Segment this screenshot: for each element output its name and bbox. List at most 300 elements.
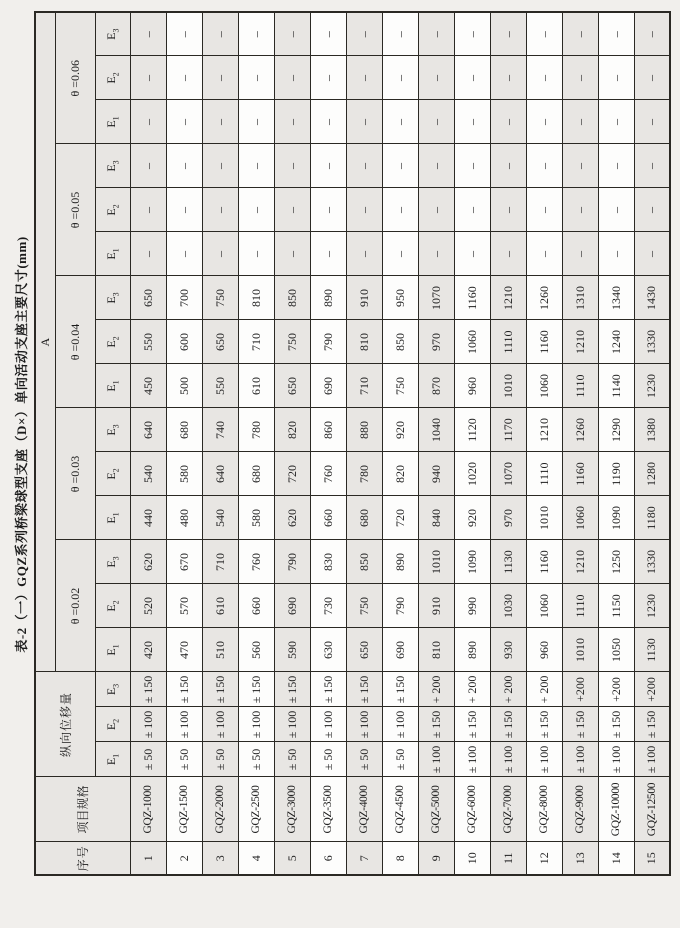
e-label [95, 100, 130, 144]
spec-cell: GQZ-8000 [526, 777, 562, 842]
value-cell: 1160 [454, 276, 490, 320]
value-cell: 640 [202, 452, 238, 496]
value-cell: 1160 [526, 320, 562, 364]
value-cell: – [346, 188, 382, 232]
value-cell: ± 150 [238, 672, 274, 707]
value-cell: – [202, 100, 238, 144]
value-cell: 690 [382, 628, 418, 672]
value-cell: 1070 [490, 452, 526, 496]
value-cell: ± 50 [166, 742, 202, 777]
value-cell: 650 [346, 628, 382, 672]
value-cell: – [634, 144, 670, 188]
e-label [95, 742, 130, 777]
serial-cell: 9 [418, 842, 454, 875]
value-cell: 790 [274, 540, 310, 584]
value-cell: – [634, 232, 670, 276]
value-cell: 680 [238, 452, 274, 496]
spec-cell: GQZ-4000 [346, 777, 382, 842]
value-cell: – [598, 100, 634, 144]
table-row [166, 12, 202, 875]
value-cell: 590 [274, 628, 310, 672]
value-cell: – [202, 56, 238, 100]
value-cell: ± 150 [634, 707, 670, 742]
value-cell: – [166, 56, 202, 100]
value-cell: – [238, 12, 274, 56]
value-cell: – [166, 188, 202, 232]
value-cell: – [130, 12, 166, 56]
value-cell: ± 150 [166, 672, 202, 707]
value-cell: 670 [166, 540, 202, 584]
value-cell: 1210 [562, 320, 598, 364]
value-cell: 1230 [634, 584, 670, 628]
value-cell: 1330 [634, 540, 670, 584]
value-cell: 880 [346, 408, 382, 452]
value-cell: – [310, 144, 346, 188]
value-cell: – [310, 56, 346, 100]
value-cell: – [490, 232, 526, 276]
value-cell: 620 [274, 496, 310, 540]
value-cell: 960 [526, 628, 562, 672]
value-cell: ± 100 [382, 707, 418, 742]
value-cell: 450 [130, 364, 166, 408]
value-cell: 710 [346, 364, 382, 408]
e-label [95, 276, 130, 320]
value-cell: 1060 [526, 364, 562, 408]
serial-cell: 12 [526, 842, 562, 875]
value-cell: – [274, 100, 310, 144]
document-title: 表-2（一）GQZ系列桥梁球型支座（D×）单向活动支座主要尺寸(mm) [14, 236, 29, 653]
value-cell: + 200 [490, 672, 526, 707]
value-cell: 740 [202, 408, 238, 452]
value-cell: 680 [346, 496, 382, 540]
value-cell: 1010 [490, 364, 526, 408]
table-row [634, 12, 670, 875]
e-label-sub: 3 [111, 424, 121, 429]
e-label-sub: 1 [111, 380, 121, 385]
value-cell: 790 [382, 584, 418, 628]
value-cell: 480 [166, 496, 202, 540]
value-cell: 760 [310, 452, 346, 496]
value-cell: – [238, 188, 274, 232]
value-cell: ± 100 [526, 742, 562, 777]
value-cell: – [526, 144, 562, 188]
value-cell: – [238, 100, 274, 144]
value-cell: ± 100 [130, 707, 166, 742]
e-label [95, 12, 130, 56]
value-cell: – [418, 12, 454, 56]
value-cell: 750 [202, 276, 238, 320]
value-cell: – [454, 144, 490, 188]
value-cell: 620 [130, 540, 166, 584]
value-cell: 690 [274, 584, 310, 628]
value-cell: ± 100 [274, 707, 310, 742]
e-label-base: E [104, 516, 119, 524]
value-cell: – [598, 12, 634, 56]
value-cell: 1060 [562, 496, 598, 540]
value-cell: 1030 [490, 584, 526, 628]
e-label-base: E [104, 648, 119, 656]
table-row [418, 12, 454, 875]
value-cell: 550 [202, 364, 238, 408]
table-row [526, 12, 562, 875]
value-cell: – [310, 12, 346, 56]
value-cell: ± 150 [274, 672, 310, 707]
value-cell: ± 50 [310, 742, 346, 777]
value-cell: 810 [346, 320, 382, 364]
e-label [95, 452, 130, 496]
value-cell: – [562, 188, 598, 232]
value-cell: 710 [202, 540, 238, 584]
value-cell: – [454, 100, 490, 144]
table-row [130, 12, 166, 875]
value-cell: 1210 [526, 408, 562, 452]
value-cell: – [418, 100, 454, 144]
value-cell: ± 150 [346, 672, 382, 707]
value-cell: 970 [418, 320, 454, 364]
value-cell: 570 [166, 584, 202, 628]
value-cell: – [274, 232, 310, 276]
value-cell: – [562, 144, 598, 188]
value-cell: 540 [202, 496, 238, 540]
value-cell: – [130, 56, 166, 100]
value-cell: – [166, 144, 202, 188]
e-label-base: E [104, 428, 119, 436]
value-cell: – [490, 100, 526, 144]
value-cell: 1140 [598, 364, 634, 408]
value-cell: ± 100 [490, 742, 526, 777]
value-cell: 1130 [490, 540, 526, 584]
value-cell: 920 [382, 408, 418, 452]
value-cell: 890 [454, 628, 490, 672]
value-cell: – [562, 100, 598, 144]
value-cell: – [130, 100, 166, 144]
value-cell: – [310, 100, 346, 144]
value-cell: 640 [130, 408, 166, 452]
e-label-sub: 2 [111, 468, 121, 473]
value-cell: 1040 [418, 408, 454, 452]
value-cell: ± 150 [310, 672, 346, 707]
value-cell: 970 [490, 496, 526, 540]
value-cell: 780 [346, 452, 382, 496]
theta-header-003: θ =0.03 [55, 408, 95, 540]
value-cell: – [418, 188, 454, 232]
table-row [562, 12, 598, 875]
value-cell: +200 [598, 672, 634, 707]
value-cell: – [526, 188, 562, 232]
serial-cell: 2 [166, 842, 202, 875]
spec-cell: GQZ-7000 [490, 777, 526, 842]
value-cell: ± 50 [382, 742, 418, 777]
value-cell: ± 150 [418, 707, 454, 742]
value-cell: – [310, 232, 346, 276]
e-label-base: E [104, 32, 119, 40]
table-row [598, 12, 634, 875]
value-cell: ± 150 [382, 672, 418, 707]
e-label [95, 672, 130, 707]
value-cell: 1260 [562, 408, 598, 452]
value-cell: 890 [382, 540, 418, 584]
value-cell: 780 [238, 408, 274, 452]
value-cell: 650 [274, 364, 310, 408]
value-cell: – [634, 188, 670, 232]
rotated-document [10, 13, 671, 876]
value-cell: – [202, 232, 238, 276]
value-cell: – [382, 12, 418, 56]
main-table [34, 11, 671, 876]
value-cell: 600 [166, 320, 202, 364]
spec-cell: GQZ-3500 [310, 777, 346, 842]
e-label [95, 56, 130, 100]
value-cell: 1280 [634, 452, 670, 496]
value-cell: 840 [418, 496, 454, 540]
value-cell: 1060 [526, 584, 562, 628]
theta-header-006: θ =0.06 [55, 12, 95, 144]
value-cell: 1060 [454, 320, 490, 364]
e-label-base: E [104, 560, 119, 568]
serial-cell: 10 [454, 842, 490, 875]
e-label-base: E [104, 340, 119, 348]
value-cell: – [598, 144, 634, 188]
e-label-sub: 3 [111, 556, 121, 561]
value-cell: – [130, 188, 166, 232]
e-label-sub: 1 [111, 512, 121, 517]
value-cell: 1090 [454, 540, 490, 584]
header-a-group: A [35, 12, 55, 672]
value-cell: 1190 [598, 452, 634, 496]
theta-header-005: θ =0.05 [55, 144, 95, 276]
spec-cell: GQZ-2500 [238, 777, 274, 842]
e-label [95, 540, 130, 584]
value-cell: 700 [166, 276, 202, 320]
value-cell: – [418, 56, 454, 100]
theta-header-002: θ =0.02 [55, 540, 95, 672]
value-cell: – [346, 144, 382, 188]
value-cell: – [526, 56, 562, 100]
value-cell: ± 150 [598, 707, 634, 742]
e-label-base: E [104, 604, 119, 612]
value-cell: – [346, 232, 382, 276]
value-cell: 810 [238, 276, 274, 320]
e-label-sub: 3 [111, 683, 121, 688]
value-cell: ± 100 [166, 707, 202, 742]
value-cell: 660 [310, 496, 346, 540]
serial-cell: 5 [274, 842, 310, 875]
value-cell: – [418, 232, 454, 276]
value-cell: 1010 [526, 496, 562, 540]
value-cell: 810 [418, 628, 454, 672]
e-label-sub: 3 [111, 160, 121, 165]
serial-cell: 3 [202, 842, 238, 875]
value-cell: – [454, 188, 490, 232]
e-label-sub: 3 [111, 28, 121, 33]
value-cell: ± 100 [418, 742, 454, 777]
e-label-base: E [104, 76, 119, 84]
value-cell: – [346, 56, 382, 100]
e-label [95, 364, 130, 408]
value-cell: 1340 [598, 276, 634, 320]
e-label-base: E [104, 384, 119, 392]
value-cell: – [490, 144, 526, 188]
value-cell: 1210 [562, 540, 598, 584]
theta-header-004: θ =0.04 [55, 276, 95, 408]
value-cell: 820 [274, 408, 310, 452]
value-cell: 680 [166, 408, 202, 452]
value-cell: 910 [418, 584, 454, 628]
value-cell: 520 [130, 584, 166, 628]
table-row [346, 12, 382, 875]
e-label [95, 584, 130, 628]
serial-cell: 8 [382, 842, 418, 875]
spec-cell: GQZ-3000 [274, 777, 310, 842]
table-header [35, 12, 130, 875]
serial-cell: 1 [130, 842, 166, 875]
table-row [202, 12, 238, 875]
value-cell: ± 50 [238, 742, 274, 777]
value-cell: 1150 [598, 584, 634, 628]
value-cell: – [202, 144, 238, 188]
value-cell: 1010 [418, 540, 454, 584]
value-cell: 560 [238, 628, 274, 672]
value-cell: 860 [310, 408, 346, 452]
table-row [454, 12, 490, 875]
value-cell: ± 100 [238, 707, 274, 742]
value-cell: – [382, 56, 418, 100]
value-cell: 580 [238, 496, 274, 540]
value-cell: – [310, 188, 346, 232]
value-cell: – [130, 144, 166, 188]
value-cell: – [490, 12, 526, 56]
e-label-base: E [104, 687, 119, 696]
value-cell: – [562, 232, 598, 276]
value-cell: + 200 [526, 672, 562, 707]
value-cell: – [454, 12, 490, 56]
value-cell: 610 [202, 584, 238, 628]
e-label-base: E [104, 757, 119, 766]
e-label-sub: 1 [111, 753, 121, 758]
value-cell: ± 100 [598, 742, 634, 777]
serial-cell: 6 [310, 842, 346, 875]
value-cell: 1110 [562, 584, 598, 628]
e-label-sub: 2 [111, 336, 121, 341]
value-cell: – [166, 232, 202, 276]
e-label-base: E [104, 252, 119, 260]
value-cell: – [598, 232, 634, 276]
value-cell: 850 [274, 276, 310, 320]
value-cell: – [634, 100, 670, 144]
value-cell: 1180 [634, 496, 670, 540]
value-cell: – [130, 232, 166, 276]
value-cell: 1310 [562, 276, 598, 320]
value-cell: 1110 [490, 320, 526, 364]
value-cell: – [598, 188, 634, 232]
value-cell: 720 [382, 496, 418, 540]
value-cell: 1380 [634, 408, 670, 452]
value-cell: ± 150 [454, 707, 490, 742]
value-cell: ± 50 [274, 742, 310, 777]
value-cell: 760 [238, 540, 274, 584]
value-cell: 890 [310, 276, 346, 320]
value-cell: – [166, 12, 202, 56]
value-cell: 750 [274, 320, 310, 364]
value-cell: + 200 [454, 672, 490, 707]
value-cell: 1070 [418, 276, 454, 320]
value-cell: 710 [238, 320, 274, 364]
header-displacement: 纵向位移量 [35, 672, 95, 777]
value-cell: 1240 [598, 320, 634, 364]
value-cell: 1010 [562, 628, 598, 672]
value-cell: 1170 [490, 408, 526, 452]
value-cell: 850 [346, 540, 382, 584]
value-cell: 650 [202, 320, 238, 364]
value-cell: 1260 [526, 276, 562, 320]
value-cell: 1120 [454, 408, 490, 452]
spec-cell: GQZ-6000 [454, 777, 490, 842]
value-cell: 820 [382, 452, 418, 496]
value-cell: 990 [454, 584, 490, 628]
serial-cell: 15 [634, 842, 670, 875]
spec-cell: GQZ-9000 [562, 777, 598, 842]
e-label-sub: 2 [111, 600, 121, 605]
value-cell: – [598, 56, 634, 100]
value-cell: – [526, 12, 562, 56]
spec-cell: GQZ-1500 [166, 777, 202, 842]
e-label-sub: 3 [111, 292, 121, 297]
value-cell: – [274, 188, 310, 232]
value-cell: – [274, 56, 310, 100]
value-cell: – [274, 144, 310, 188]
value-cell: 790 [310, 320, 346, 364]
value-cell: – [202, 188, 238, 232]
value-cell: 850 [382, 320, 418, 364]
e-label [95, 320, 130, 364]
value-cell: ± 100 [202, 707, 238, 742]
value-cell: – [382, 232, 418, 276]
value-cell: 630 [310, 628, 346, 672]
value-cell: ± 100 [310, 707, 346, 742]
value-cell: 1250 [598, 540, 634, 584]
value-cell: – [382, 100, 418, 144]
value-cell: 1430 [634, 276, 670, 320]
table-body [130, 12, 670, 875]
value-cell: – [238, 144, 274, 188]
e-label [95, 628, 130, 672]
value-cell: 870 [418, 364, 454, 408]
e-label [95, 232, 130, 276]
e-label-base: E [104, 208, 119, 216]
serial-cell: 13 [562, 842, 598, 875]
e-label-row [95, 12, 130, 875]
value-cell: 1330 [634, 320, 670, 364]
value-cell: 950 [382, 276, 418, 320]
value-cell: – [634, 12, 670, 56]
value-cell: 420 [130, 628, 166, 672]
value-cell: 610 [238, 364, 274, 408]
value-cell: 910 [346, 276, 382, 320]
value-cell: – [382, 144, 418, 188]
value-cell: +200 [634, 672, 670, 707]
value-cell: 1090 [598, 496, 634, 540]
value-cell: 580 [166, 452, 202, 496]
e-label-sub: 2 [111, 72, 121, 77]
value-cell: 730 [310, 584, 346, 628]
value-cell: ± 50 [130, 742, 166, 777]
value-cell: – [274, 12, 310, 56]
value-cell: – [346, 12, 382, 56]
value-cell: 1110 [562, 364, 598, 408]
value-cell: 1230 [634, 364, 670, 408]
value-cell: – [202, 12, 238, 56]
header-spec: 项目规格 [35, 777, 130, 842]
